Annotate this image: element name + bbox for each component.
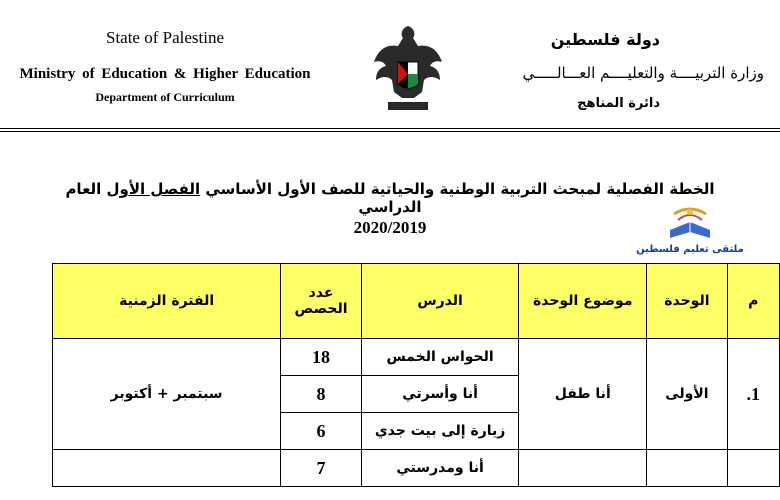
lesson-name: أنا وأسرتي [361,376,519,413]
row-period: سبتمبر + أكتوبر [53,339,281,450]
header-rule-secondary [0,131,780,132]
row-number: 1. [727,339,779,450]
row-number [727,450,779,487]
header-rule [0,128,780,129]
header-unit: الوحدة [647,264,727,339]
en-ministry-name: Ministry of Education & Higher Education [19,66,311,82]
lesson-count: 8 [281,376,362,413]
lesson-count: 7 [281,450,362,487]
lesson-count: 6 [281,413,362,450]
title-text-1: الخطة الفصلية لمبحث التربية الوطنية والحياتية للصف الأول الأساسي [200,180,715,198]
title-semester: الفصل الأول [106,180,201,198]
eagle-emblem-icon [372,22,444,117]
table-header-row [53,264,780,339]
lesson-name: زيارة إلى بيت جدي [361,413,519,450]
plan-table [52,263,780,487]
header-topic: موضوع الوحدة [519,264,647,339]
table-row [53,339,780,376]
lesson-name: الحواس الخمس [361,339,519,376]
en-department-name: Department of Curriculum [95,90,235,104]
row-period [53,450,281,487]
ar-ministry-name: وزارة التربيــــة والتعليــــم العـــالـــــي [522,64,764,82]
row-unit [647,450,727,487]
header-count: عدد الحصص [281,264,362,339]
watermark-text: ملتقى تعليم فلسطين [636,244,744,255]
title-text-2: العام الدراسي [65,180,422,216]
book-icon [630,200,750,244]
row-topic [519,450,647,487]
lesson-name: أنا ومدرستي [361,450,519,487]
header-m: م [727,264,779,339]
watermark-logo [630,200,750,260]
table-row [53,450,780,487]
header-lesson: الدرس [361,264,519,339]
header-period: الفترة الزمنية [53,264,281,339]
ar-department-name: دائرة المناهج [577,96,660,111]
lesson-count: 18 [281,339,362,376]
en-state-name: State of Palestine [105,28,225,47]
row-topic: أنا طفل [519,339,647,450]
ar-state-name: دولة فلسطين [550,30,660,49]
academic-year: 2020/2019 [353,218,427,237]
row-unit: الأولى [647,339,727,450]
